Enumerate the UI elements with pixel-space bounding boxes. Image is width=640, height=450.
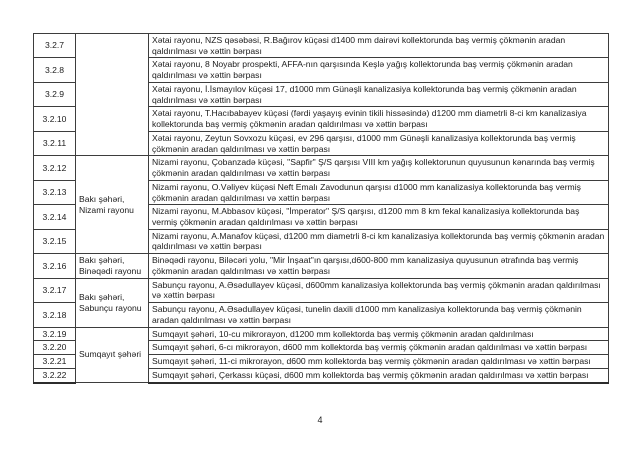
row-number-cell: 3.2.12 xyxy=(34,156,76,180)
description-cell: Sabunçu rayonu, A.Əsədullayev küçəsi, tunelin daxili d1000 mm kanalizasiya kollektorunda baş vermiş çökmənin aradan qaldırılması və xəttin bərpası xyxy=(149,303,609,327)
table-row xyxy=(34,254,609,278)
location-cell: Bakı şəhəri, Sabunçu rayonu xyxy=(76,278,149,327)
location-cell: Bakı şəhəri, Binəqədi rayonu xyxy=(76,254,149,278)
row-number-cell: 3.2.14 xyxy=(34,205,76,229)
table-row xyxy=(34,278,609,302)
table-row xyxy=(34,156,609,180)
row-number-cell: 3.2.7 xyxy=(34,34,76,58)
description-cell: Nizami rayonu, A.Manafov küçəsi, d1200 mm diametrli 8-ci km kanalizasiya kollektorunda baş vermiş çökmənin aradan qaldırılması və xəttin bərpası xyxy=(149,229,609,253)
page-number: 4 xyxy=(317,415,323,425)
description-cell: Xətai rayonu, İ.İsmayılov küçəsi 17, d1000 mm Günəşli kanalizasiya kollektorunda baş vermiş çökmənin aradan qaldırılması və xəttin bərpası xyxy=(149,82,609,106)
table-row xyxy=(34,34,609,58)
description-cell: Sumqayıt şəhəri, 10-cu mikrorayon, d1200 mm kollektorda baş vermiş çökmənin aradan qaldırılması xyxy=(149,327,609,341)
description-cell: Sumqayıt şəhəri, 6-cı mikrorayon, d600 mm kollektorda baş vermiş çökmənin aradan qaldırılması və xəttin bərpası xyxy=(149,341,609,355)
description-cell: Nizami rayonu, M.Abbasov küçəsi, "İmperator" Ş/S qarşısı, d1200 mm 8 km fekal kanalizasiya kollektorunda baş vermiş çökmənin aradan qaldırılması və xəttin bərpası xyxy=(149,205,609,229)
description-cell: Xətai rayonu, Zeytun Sovxozu küçəsi, ev 296 qarşısı, d1000 mm Günəşli kanalizasiya kollektorunda baş vermiş çökmənin aradan qaldırılması və xəttin bərpası xyxy=(149,131,609,155)
row-number-cell: 3.2.8 xyxy=(34,58,76,82)
row-number-cell: 3.2.10 xyxy=(34,107,76,131)
location-cell xyxy=(76,34,149,156)
description-cell: Xətai rayonu, T.Hacıbabayev küçəsi (fərdi yaşayış evinin tikili hissəsində) d1200 mm diametrli 8-ci km kanalizasiya kollektorunda baş vermiş çökmənin aradan qaldırılması və xəttin bərpası xyxy=(149,107,609,131)
row-number-cell: 3.2.17 xyxy=(34,278,76,302)
row-number-cell: 3.2.22 xyxy=(34,368,76,382)
description-cell: Nizami rayonu, O.Vəliyev küçəsi Neft Emalı Zavodunun qarşısı d1000 mm kanalizasiya kollektorunda baş vermiş çökmənin aradan qaldırılması və xəttin bərpası xyxy=(149,180,609,204)
row-number-cell: 3.2.11 xyxy=(34,131,76,155)
table-row xyxy=(34,327,609,341)
description-cell: Xətai rayonu, NZS qəsəbəsi, R.Bağırov küçəsi d1400 mm dairəvi kollektorunda baş vermiş çökmənin aradan qaldırılması və xəttin bərpası xyxy=(149,34,609,58)
description-cell: Sumqayıt şəhəri, 11-ci mikrorayon, d600 mm kollektorda baş vermiş çökmənin aradan qaldırılması və xəttin bərpası xyxy=(149,355,609,369)
location-cell: Bakı şəhəri, Nizami rayonu xyxy=(76,156,149,254)
repairs-table xyxy=(33,33,609,384)
row-number-cell: 3.2.9 xyxy=(34,82,76,106)
description-cell: Xətai rayonu, 8 Noyabr prospekti, AFFA-nın qarşısında Keşlə yağış kollektorunda baş vermiş çökmənin aradan qaldırılması və xəttin bərpası xyxy=(149,58,609,82)
row-number-cell: 3.2.19 xyxy=(34,327,76,341)
description-cell: Sabunçu rayonu, A.Əsədullayev küçəsi, d600mm kanalizasiya kollektorunda baş vermiş çökmənin aradan qaldırılması və xəttin bərpası xyxy=(149,278,609,302)
row-number-cell: 3.2.21 xyxy=(34,355,76,369)
row-number-cell: 3.2.16 xyxy=(34,254,76,278)
location-cell: Sumqayıt şəhəri xyxy=(76,327,149,382)
row-number-cell: 3.2.15 xyxy=(34,229,76,253)
row-number-cell: 3.2.20 xyxy=(34,341,76,355)
description-cell: Nizami rayonu, Çobanzadə küçəsi, "Sapfir" Ş/S qarşısı VIII km yağış kollektorunun quyusunun kənarında baş vermiş çökmənin aradan qaldırılması və xəttin bərpası xyxy=(149,156,609,180)
row-number-cell: 3.2.18 xyxy=(34,303,76,327)
description-cell: Sumqayıt şəhəri, Çerkassı küçəsi, d600 mm kollektorda baş vermiş çökmənin aradan qaldırılması və xəttin bərpası xyxy=(149,368,609,382)
description-cell: Binəqədi rayonu, Biləcəri yolu, "Mir İnşaat"ın qarşısı,d600-800 mm kanalizasiya quyusunun ətrafında baş vermiş çökmənin aradan qaldırılması və xəttin bərpası xyxy=(149,254,609,278)
row-number-cell: 3.2.13 xyxy=(34,180,76,204)
